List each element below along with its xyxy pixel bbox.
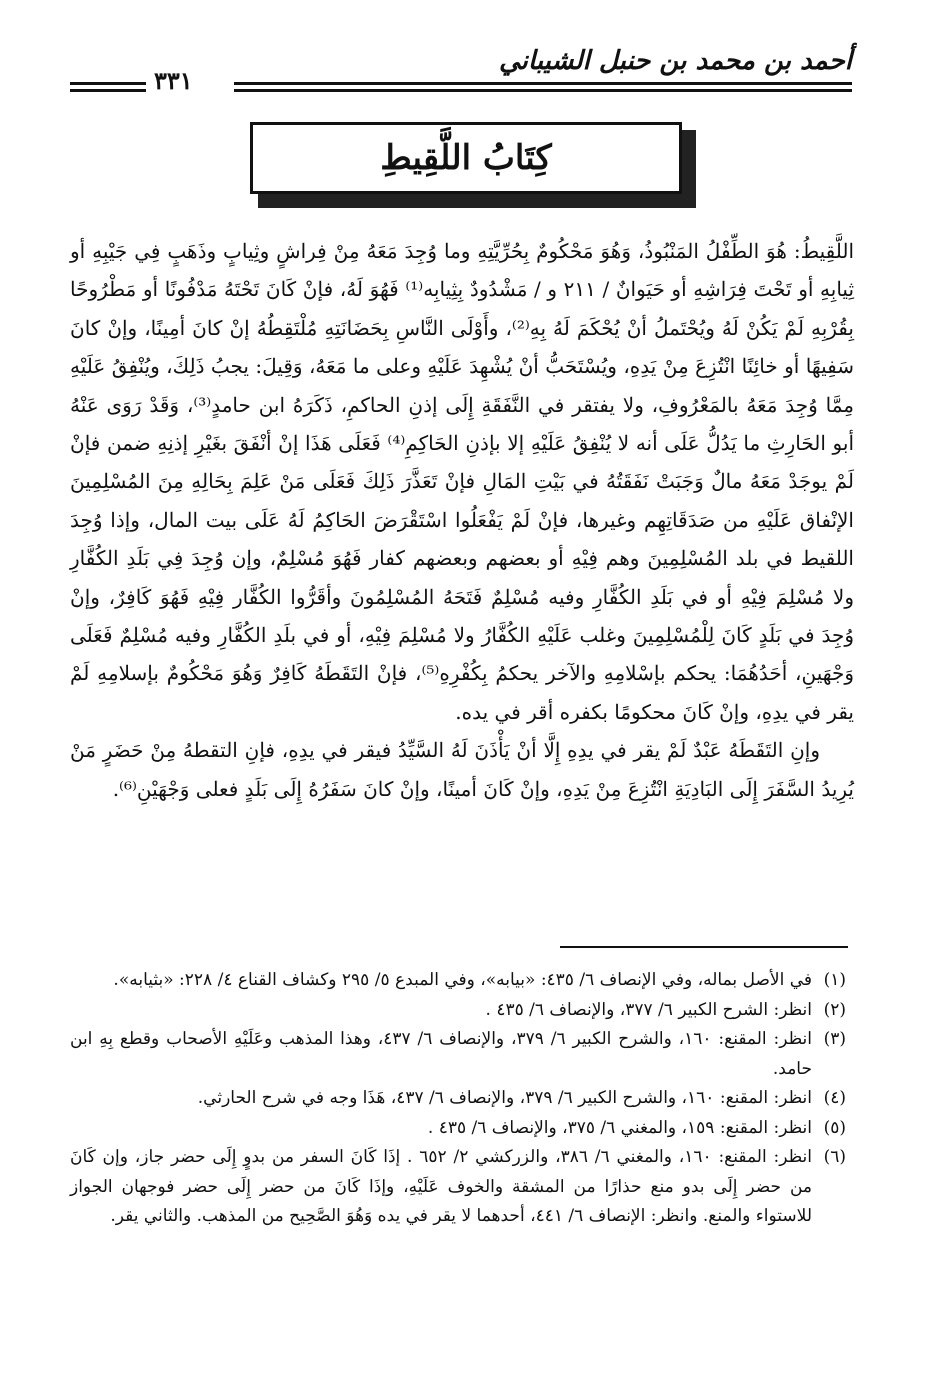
- footnote-text: في الأصل بماله، وفي الإنصاف ٦/ ٤٣٥: «بيابه»، وفي المبدع ٥/ ٢٩٥ وكشاف القناع ٤/ ٢٢٨: «بثيابه».: [113, 970, 812, 990]
- header-rule-right-top: [234, 82, 852, 85]
- page-header: [70, 40, 852, 100]
- footnote-number: (١): [823, 970, 846, 990]
- footnote-text: انظر: الشرح الكبير ٦/ ٣٧٧، والإنصاف ٦/ ٤٣٥ .: [485, 999, 812, 1020]
- header-rule-left-bottom: [70, 89, 146, 92]
- footnote: [70, 1143, 846, 1232]
- footnote-number: (٢): [823, 999, 846, 1020]
- footnote-text: انظر: المقنع: ١٦٠، والمغني ٦/ ٣٨٦، والزركشي ٢/ ٦٥٢ . إذَا كَانَ السفر من بدوٍ إِلَى حضر جاز، وإن كَانَ من حضر إِلَى بدو منع حذارًا من المشقة والخوف عَلَيْهِ، وإذَا كَانَ من حضر إِلَى حضر فوجهان الجواز للاستواء والمنع. وانظر: الإنصاف ٦/ ٤٤١، أحدهما لا يقر في يده وَهُوَ الصَّحِيح من المذهب. والثاني يقر.: [70, 1147, 812, 1226]
- footnote: [70, 1084, 846, 1114]
- chapter-title-box: [250, 122, 682, 194]
- footnote-separator: [560, 946, 848, 948]
- header-rule-left-top: [70, 82, 146, 85]
- footnote: [70, 966, 846, 996]
- footnote-number: (٤): [823, 1088, 846, 1108]
- footnote: [70, 1114, 846, 1144]
- footnote-text: انظر: المقنع: ١٥٩، والمغني ٦/ ٣٧٥، والإنصاف ٦/ ٤٣٥ .: [427, 1117, 812, 1138]
- running-head-author: أحمد بن محمد بن حنبل الشيباني: [499, 46, 852, 76]
- footnote-text: انظر: المقنع: ١٦٠، والشرح الكبير ٦/ ٣٧٩، والإنصاف ٦/ ٤٣٧، وهذا المذهب وعَلَيْهِ الأصحاب وقطع بِهِ ابن حامد.: [70, 1029, 812, 1079]
- footnote: [70, 1025, 846, 1084]
- footnote: [70, 996, 846, 1026]
- footnote-number: (٦): [823, 1147, 846, 1167]
- page-number: ٣٣١: [154, 66, 193, 95]
- header-rule-right-bottom: [234, 89, 852, 92]
- paragraph-2: وإنِ التَقَطَهُ عَبْدٌ لَمْ يقر في يدِهِ إِلَّا أنْ يَأْذَنَ لَهُ السَّيِّدُ فيقر في يدِهِ، فإنِ التقطهُ مِنْ حَضَرٍ مَنْ يُرِيدُ السَّفَرَ إِلَى البَادِيَةِ انْتُزِعَ مِنْ يَدِهِ، وإنْ كَانَ أمينًا، وإنْ كانَ سَفَرُهُ إِلَى بَلَدٍ فعلى وَجْهَيْنِ⁽⁶⁾.: [70, 738, 854, 801]
- main-text: [70, 232, 854, 808]
- footnote-number: (٥): [823, 1117, 846, 1138]
- footnotes: [70, 966, 846, 1232]
- paragraph-1: اللَّقِيطُ: هُوَ الطِّفْلُ المَنْبُوذُ، وَهُوَ مَحْكُومٌ بِحُرِّيَّتِهِ وما وُجِدَ مَعَهُ مِنْ فِراشٍ وثِيابٍ وذَهَبٍ فِي جَيْبِهِ أو ثِيابِهِ أو تَحْتَ فِرَاشِهِ أو حَيَوانٌ / ٢١١ و / مَشْدُودٌ بِثِيابِه⁽¹⁾ فَهُوَ لَهُ، فإنْ كَانَ تَحْتَهُ مَدْفُونًا أو مَطْرُوحًا بِقُرْبِهِ لَمْ يَكُنْ لَهُ ويُحْتَملُ أنْ يُحْكَمَ لَهُ بِهِ⁽²⁾، وأَوْلَى النَّاسِ بِحَضَانَتِهِ مُلْتَقِطُهُ إنْ كانَ أمِينًا، وإنْ كانَ سَفِيهًا أو خائِنًا انْتُزِعَ مِنْ يَدِهِ، ويُسْتَحَبُّ أنْ يُشْهِدَ عَلَيْهِ وعلى ما مَعَهُ، وَقِيلَ: يجبُ ذَلِكَ، ويُنْفِقُ عَلَيْهِ مِمَّا وُجِدَ مَعَهُ بالمَعْرُوفِ، ولا يفتقر في النَّفَقَةِ إِلَى إذنِ الحاكمِ، ذَكَرَهُ ابن حامدٍ⁽³⁾، وَقَدْ رَوَى عَنْهُ أبو الحَارِثِ ما يَدُلُّ عَلَى أنه لا يُنْفِقُ عَلَيْهِ إلا بإذنِ الحَاكِمِ⁽⁴⁾ فَعَلَى هَذَا إنْ أنْفَقَ بغَيْرِ إذنِهِ ضمن فإنْ لَمْ يوجَدْ مَعَهُ مالٌ وَجَبَتْ نَفَقَتُهُ في بَيْتِ المَالِ فإنْ تَعَذَّرَ ذَلِكَ فَعَلَى مَنْ عَلِمَ بِحَالِهِ مِنَ المُسْلِمِينَ الإنْفاق عَلَيْهِ من صَدَقَاتِهِم وغيرها، فإنْ لَمْ يَفْعَلُوا اسْتَقْرَضَ الحَاكِمُ لَهُ عَلَى بيت المال، وإذا وُجِدَ اللقيط في بلد المُسْلِمِينَ وهم فِيْهِ أو بعضهم وبعضهم كفار فَهُوَ مُسْلِمٌ، وإن وُجِدَ فِي بَلَدِ الكُفَّارِ ولا مُسْلِمَ فِيْهِ أو في بَلَدِ الكُفَّارِ وفيه مُسْلِمٌ فَتَحَهُ المُسْلِمُونَ وأقَرُّوا الكُفَّار فِيْهِ فَهُوَ كَافِرٌ، وإنْ وُجِدَ في بَلَدٍ كَانَ لِلْمُسْلِمِينَ وغلب عَلَيْهِ الكُفَّارُ ولا مُسْلِمَ فِيْهِ، أو في بلَدِ الكُفَّارِ وفيه مُسْلِمٌ فَعَلَى وَجْهَينِ، أحَدُهُمَا: يحكم بإسْلامِهِ والآخر يحكمُ بِكُفْرِهِ⁽⁵⁾، فإنْ التَقَطَهُ كَافِرٌ وَهُوَ مَحْكُومٌ بإسلامِهِ لَمْ يقر في يدِهِ، وإنْ كَانَ محكومًا بكفره أقر في يده.: [70, 239, 855, 724]
- footnote-number: (٣): [823, 1029, 846, 1049]
- chapter-title: كِتَابُ اللَّقِيطِ: [380, 138, 552, 178]
- footnote-text: انظر: المقنع: ١٦٠، والشرح الكبير ٦/ ٣٧٩، والإنصاف ٦/ ٤٣٧، هَذَا وجه في شرح الحارثي.: [197, 1088, 812, 1108]
